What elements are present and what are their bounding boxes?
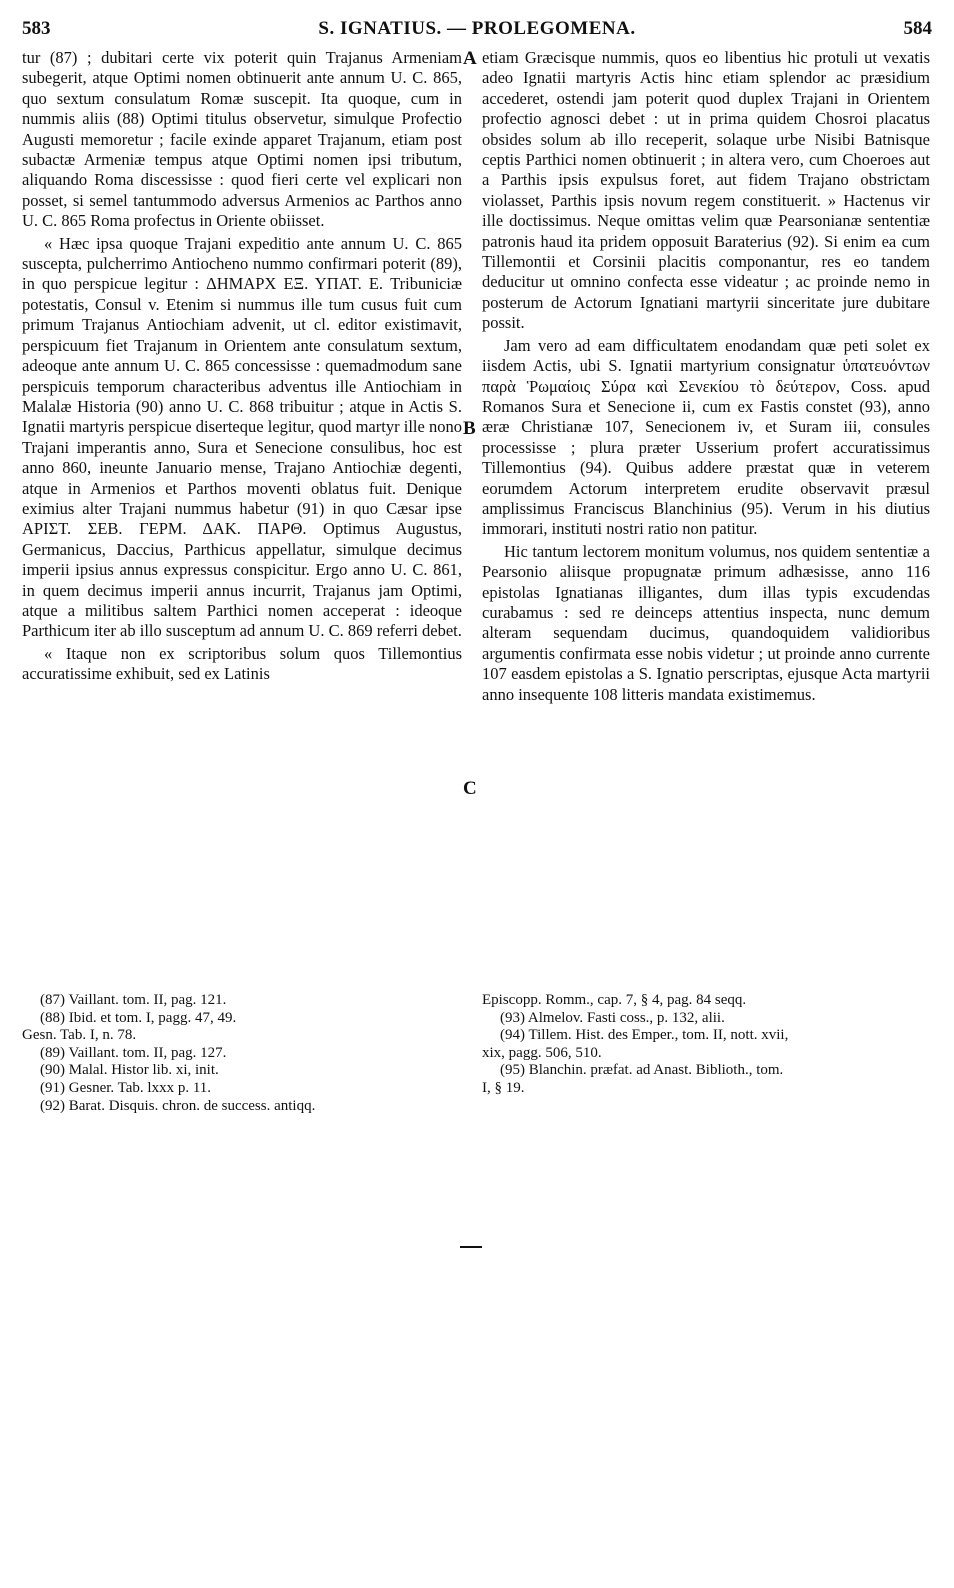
footnote: (88) Ibid. et tom. I, pagg. 47, 49. xyxy=(40,1009,237,1026)
footnote: (95) Blanchin. præfat. ad Anast. Biblioth., tom. xyxy=(500,1062,784,1079)
right-paragraph-2: Jam vero ad eam difficultatem enodandam quæ peti solet ex iisdem Actis, ubi S. Ignatii martyrium consignatur ὑπατευόντων παρὰ Ῥωμαίοις Σύρα καὶ Σενεκίου τὸ δεύτερον, Coss. apud Romanos Sura et Senecione ii, cum ex Fastis constet (93), anno æræ Christianæ 107, Senecionem iv, et Suram iii, consules processisse ; plura præter Usserium profert accuratissimus Tillemontius (94). Quibus addere præstat quæ in veterem eorumdem Actorum interpretem erudite observavit præsul amplissimus Franciscus Blanchinius (95). Verum in his diutius immorari, instituti nostri ratio non patitur. xyxy=(482,335,930,539)
left-paragraph-1: tur (87) ; dubitari certe vix poterit quin Trajanus Armeniam subegerit, atque Optimi nomen obtinuerit ante annum U. C. 865, quo sextum consulatum Romæ suscepit. Ita quoque, cum in nummis aliis (88) Optimi titulus observetur, simulque Profectio Augusti memoretur ; facile exinde apparet Trajanum, etiam post subactæ Armeniæ tempus atque Optimi nomen ipsi tributum, aliquando Roma discessisse : quod fieri certe vel explicari non posset, si semel tantummodo adversus Armenios ac Parthos anno U. C. 865 Roma profectus in Oriente obiisset. xyxy=(22,48,462,231)
page-number-left: 583 xyxy=(22,18,51,39)
footnote: Gesn. Tab. I, n. 78. xyxy=(22,1027,137,1044)
left-paragraph-3: « Itaque non ex scriptoribus solum quos Tillemontius accuratissime exhibuit, sed ex Latinis xyxy=(22,643,462,684)
footnote: Episcopp. Romm., cap. 7, § 4, pag. 84 seqq. xyxy=(482,992,747,1008)
footnote: (94) Tillem. Hist. des Emper., tom. II, nott. xvii, xyxy=(500,1027,789,1044)
margin-marker-b: B xyxy=(463,418,476,439)
left-paragraph-2: « Hæc ipsa quoque Trajani expeditio ante annum U. C. 865 suscepta, pulcherrimo Antiocheno nummo confirmari poterit (89), in quo perspicue legitur : ΔΗΜΑΡΧ ΕΞ. ΥΠΑΤ. Ε. Tribuniciæ potestatis, Consul v. Etenim si nummus ille tum cusus fuit cum primum Trajanus Antiochiam advenit, ut cl. editor existimavit, perspicuum fiet Trajanum in Orientem ante consulatum sextum, adeoque ante annum U. C. 865 concessisse : quemadmodum sane perspicuis temporum characteribus adventus ille Antiochiam in Malalæ Historia (90) anno U. C. 868 tribuitur ; atque in Actis S. Ignatii martyris perspicue diserteque legitur, quod martyr ille nono Trajani imperantis anno, Sura et Senecione consulibus, hoc est anno 860, ineunte Januario mense, Trajano Antiochiæ degenti, atque in Armenios et Parthos moventi oblatus fuit. Denique eximius alter Trajani nummus habetur (91) in quo Cæsar ipse ΑΡΙΣΤ. ΣΕΒ. ΓΕΡΜ. ΔΑΚ. ΠΑΡΘ. Optimus Augustus, Germanicus, Daccius, Parthicus appellatur, simulque decimus imperii ipsius annus expressus conspicitur. Ergo anno U. C. 861, in quem decimus imperii annus incurrit, Trajanus jam Optimi, atque a militibus saltem Parthici nomen acceperat : ideoque Parthicum iter ab illo susceptum ad annum U. C. 869 referri debet. xyxy=(22,233,462,641)
margin-marker-c: C xyxy=(463,778,477,799)
footnote: xix, pagg. 506, 510. xyxy=(482,1044,602,1061)
right-paragraph-1: etiam Græcisque nummis, quos eo libentius hic protuli ut vexatis adeo Ignatii martyris Actis hinc etiam splendor ac præsidium accederet, ostendi jam poterit quod duplex Trajani in Orientem profectio agnosci debet : ut in prima quidem Chosroi placatus obsides solum ab illo receperit, solaque urbe Nisibi Batnisque ceptis Parthici nomen obtinuerit ; in altera vero, cum Choeroes aut a Parthis ipsis expulsus foret, aut fidem Trajano obstrictam violasset, Parthis ipsis novum regem constituerit. » Hactenus vir ille doctissimus. Neque omittas velim quæ Pearsonianæ sententiæ patronis haud ita pridem opposuit Baraterius (92). Si enim ea cum Tillemontii et Corsinii placitis componantur, res eo tandem deducitur ut omnino confecta esse videatur ; ac proinde nemo in posterum de Actorum Ignatiani martyrii sinceritate jure dubitare possit. xyxy=(482,48,930,333)
running-title: S. IGNATIUS. — PROLEGOMENA. xyxy=(318,18,636,39)
page-number-right: 584 xyxy=(903,18,932,39)
end-rule xyxy=(460,1246,482,1248)
footnote: (91) Gesner. Tab. lxxx p. 11. xyxy=(40,1079,212,1096)
footnote: (89) Vaillant. tom. II, pag. 127. xyxy=(40,1044,227,1061)
right-column xyxy=(482,48,930,705)
footnote: (87) Vaillant. tom. II, pag. 121. xyxy=(40,992,227,1008)
page-header xyxy=(22,18,932,46)
footnote: (93) Almelov. Fasti coss., p. 132, alii. xyxy=(500,1009,725,1026)
footnotes-right xyxy=(482,992,930,1098)
margin-marker-a: A xyxy=(463,48,477,69)
right-paragraph-3: Hic tantum lectorem monitum volumus, nos quidem sententiæ a Pearsonio aliisque propugnatæ primum adhæsisse, anno 116 epistolas Ignatianas illigantes, dum illas typis excudendas curabamus : sed re deinceps attentius inspecta, nunc demum alteram sequendam ducimus, quandoquidem validioribus argumentis confirmata esse nobis videtur ; ut proinde anno currente 107 easdem epistolas a S. Ignatio perscriptas, ejusque Acta martyrii anno insequente 108 litteris mandata existimemus. xyxy=(482,541,930,704)
footnotes-left xyxy=(22,992,462,1115)
footnote: (90) Malal. Histor lib. xi, init. xyxy=(40,1062,219,1079)
footnote: I, § 19. xyxy=(482,1079,525,1096)
left-column xyxy=(22,48,462,685)
footnote: (92) Barat. Disquis. chron. de success. antiqq. xyxy=(40,1097,316,1114)
